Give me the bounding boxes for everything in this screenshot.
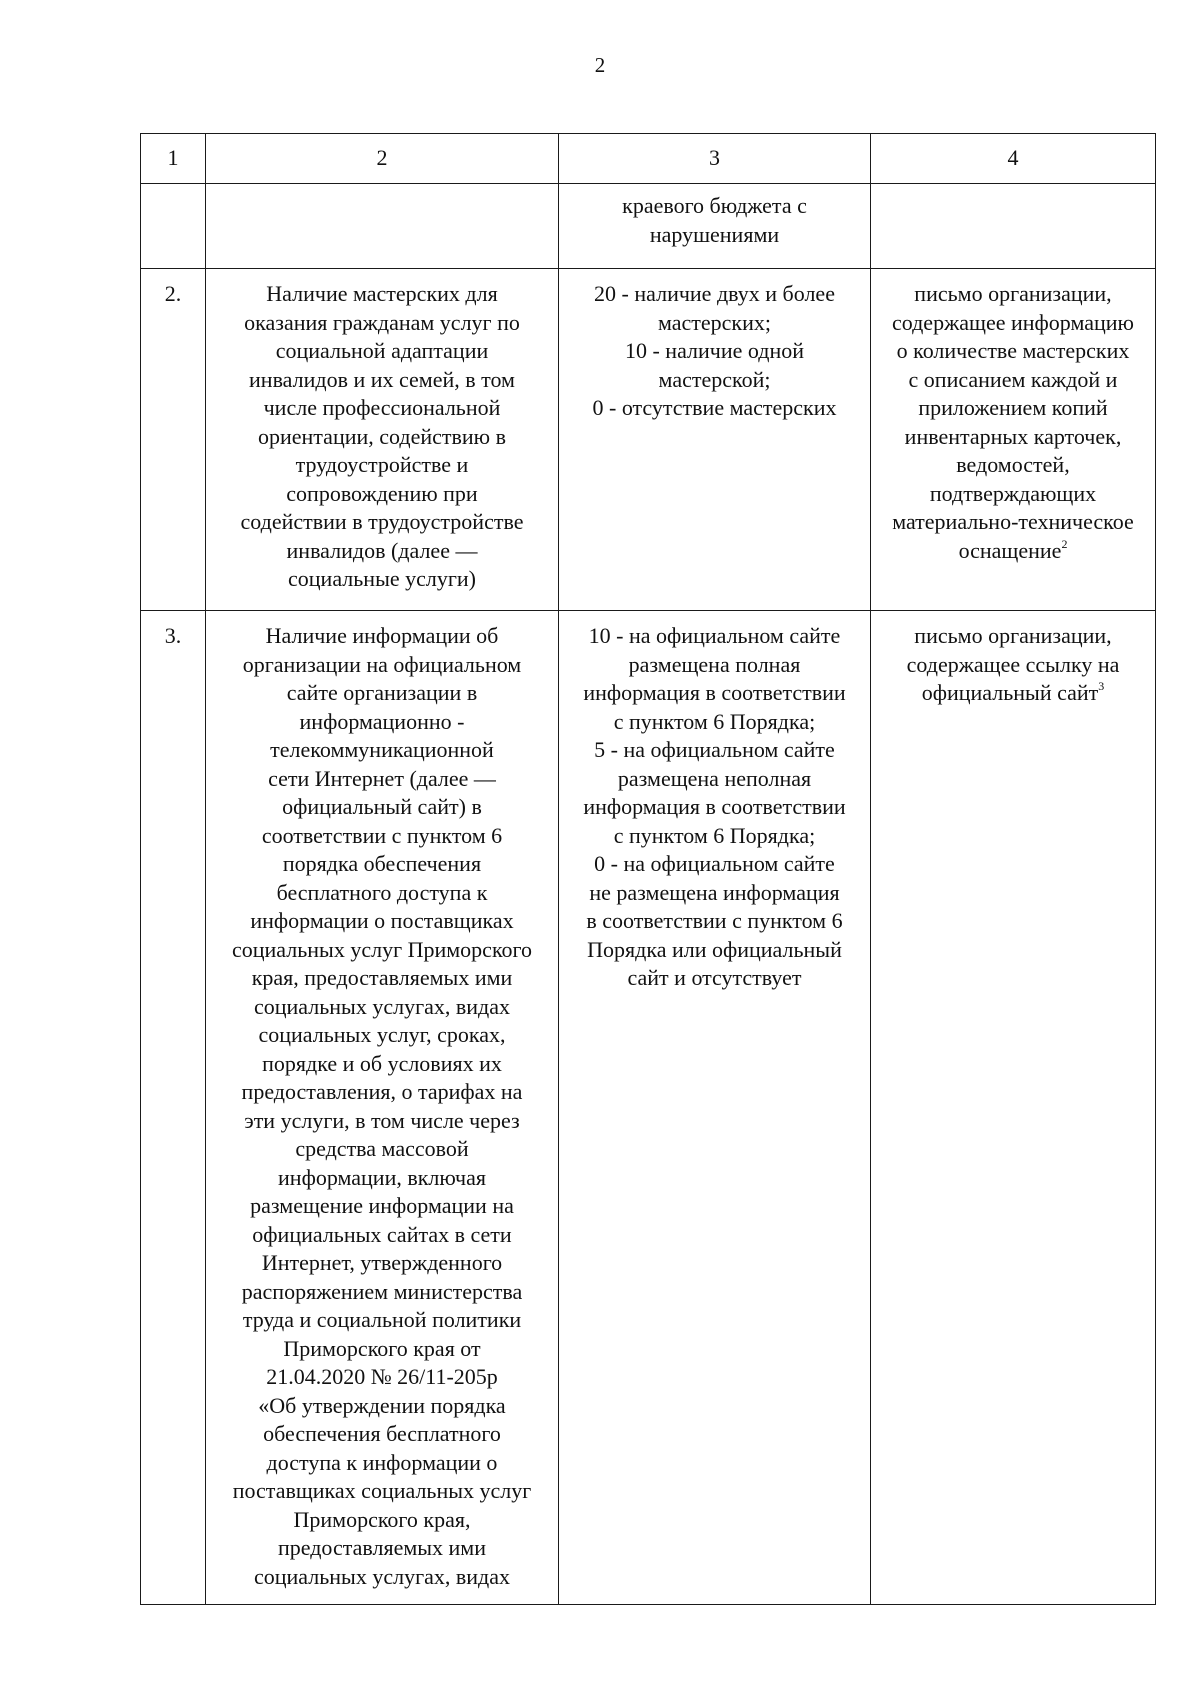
- cell-text-line: Приморского края,: [293, 1506, 471, 1532]
- cell-text-line: организации на официальном: [242, 651, 522, 677]
- cell-text-line: «Об утверждении порядка: [258, 1392, 506, 1418]
- cell-text-line: материально-техническое: [892, 509, 1134, 534]
- cell-text-line: информации о поставщиках: [250, 908, 514, 933]
- cont-cell-4: [871, 184, 1156, 269]
- cell-text-line: содействии в трудоустройстве: [240, 509, 524, 534]
- cell-text-line: труда и социальной политики: [242, 1307, 522, 1332]
- cell-text-line: о количестве мастерских: [896, 338, 1130, 363]
- cell-text-line: соответствии с пунктом 6: [261, 822, 503, 848]
- cont-cell-3: [559, 184, 871, 269]
- cell-text-line: ориентации, содействию в: [257, 423, 506, 449]
- criterion-cell: [206, 269, 559, 611]
- cell-text-line: распоряжением министерства: [241, 1278, 523, 1304]
- cell-text-line: с описанием каждой и: [908, 366, 1118, 392]
- header-col-4: 4: [871, 134, 1156, 184]
- cell-text-line: 10 - наличие одной: [624, 338, 805, 363]
- criteria-table: [140, 133, 1156, 1605]
- cell-text-line: числе профессиональной: [263, 395, 501, 420]
- cell-text-line: предоставляемых ими: [277, 1535, 487, 1560]
- cell-text-line: 0 - на официальном сайте: [594, 851, 835, 876]
- cell-text-line: сети Интернет (далее —: [268, 765, 496, 791]
- cell-text-line: инвалидов (далее —: [286, 537, 478, 563]
- cell-text-line: в соответствии с пунктом 6: [586, 908, 843, 933]
- cell-text-line: социальных услугах, видах: [254, 993, 510, 1019]
- table-row: [141, 611, 1156, 1605]
- cell-text-line: 10 - на официальном сайте: [588, 623, 841, 648]
- cell-text-line: размещена полная: [628, 651, 801, 677]
- cell-text-line: оказания гражданам услуг по: [244, 309, 520, 335]
- cell-text-line: Приморского края от: [283, 1335, 481, 1361]
- cell-text-line: информация в соответствии: [583, 680, 846, 705]
- cell-text-line: края, предоставляемых ими: [251, 965, 513, 990]
- cell-text-line: социальной адаптации: [275, 338, 489, 363]
- cont-line: краевого бюджета с: [622, 193, 807, 218]
- cell-text-line: Порядка или официальный: [587, 936, 842, 962]
- header-col-3: 3: [559, 134, 871, 184]
- cont-cell-1: [141, 184, 206, 269]
- row-number: 3.: [141, 611, 206, 1605]
- documents-cell: [871, 611, 1156, 1605]
- cell-text-line: доступа к информации о: [266, 1449, 498, 1475]
- cell-text-line: социальных услугах, видах: [254, 1563, 510, 1589]
- documents-cell: [871, 269, 1156, 611]
- documents-last-line: [874, 679, 1152, 708]
- cell-text-line: мастерских;: [657, 309, 772, 335]
- documents-last-text: официальный сайт: [921, 680, 1099, 705]
- footnote-mark: 3: [1098, 679, 1105, 693]
- cell-text-line: содержащее ссылку на: [906, 651, 1120, 677]
- cell-text-line: сайт и отсутствует: [627, 965, 802, 990]
- cell-text-line: Наличие информации об: [265, 623, 499, 648]
- cell-text-line: средства массовой: [295, 1136, 469, 1161]
- cell-text-line: информационно -: [299, 708, 465, 734]
- table-header-row: [141, 134, 1156, 184]
- cell-text-line: поставщиках социальных услуг: [232, 1478, 532, 1503]
- cell-text-line: с пунктом 6 Порядка;: [613, 822, 816, 848]
- row-number: 2.: [141, 269, 206, 611]
- header-col-2: 2: [206, 134, 559, 184]
- cell-text-line: с пунктом 6 Порядка;: [613, 708, 816, 734]
- cell-text-line: 21.04.2020 № 26/11-205р: [266, 1364, 498, 1389]
- cell-text-line: инвалидов и их семей, в том: [249, 366, 515, 392]
- cell-text-line: сайте организации в: [286, 680, 478, 705]
- cell-text-line: порядка обеспечения: [282, 851, 482, 876]
- cell-text-line: приложением копий: [918, 395, 1108, 420]
- documents-last-line: [874, 537, 1152, 566]
- cell-text-line: мастерской;: [658, 366, 771, 392]
- cell-text-line: инвентарных карточек,: [904, 423, 1122, 449]
- table-row: [141, 269, 1156, 611]
- cell-text-line: сопровождению при: [286, 480, 478, 506]
- cell-text-line: порядке и об условиях их: [262, 1050, 502, 1076]
- cell-text-line: 20 - наличие двух и более: [594, 281, 835, 306]
- cell-text-line: 0 - отсутствие мастерских: [592, 395, 837, 420]
- cell-text-line: социальных услуг, сроках,: [258, 1022, 506, 1047]
- cell-text-line: размещена неполная: [617, 765, 812, 791]
- cell-text-line: предоставления, о тарифах на: [241, 1079, 523, 1104]
- cell-text-line: официальный сайт) в: [282, 794, 482, 819]
- cell-text-line: Интернет, утвержденного: [261, 1250, 503, 1275]
- cell-text-line: 5 - на официальном сайте: [594, 737, 835, 762]
- cell-text-line: социальные услуги): [288, 566, 476, 591]
- cell-text-line: социальных услуг Приморского: [232, 936, 532, 962]
- cell-text-line: информации, включая: [278, 1164, 486, 1190]
- cell-text-line: эти услуги, в том числе через: [244, 1107, 520, 1133]
- cell-text-line: официальных сайтах в сети: [252, 1221, 512, 1247]
- criterion-cell: [206, 611, 559, 1605]
- cont-line: нарушениями: [649, 221, 780, 247]
- cell-text-line: обеспечения бесплатного: [263, 1421, 501, 1446]
- scores-cell: [559, 611, 871, 1605]
- cell-text-line: телекоммуникационной: [270, 737, 494, 762]
- page-number: 2: [594, 53, 606, 77]
- cell-text-line: содержащее информацию: [891, 309, 1134, 335]
- cell-text-line: письмо организации,: [914, 281, 1112, 306]
- cont-cell-2: [206, 184, 559, 269]
- table-row-continuation: [141, 184, 1156, 269]
- cell-text-line: подтверждающих: [929, 480, 1097, 506]
- footnote-mark: 2: [1061, 536, 1068, 551]
- cell-text-line: размещение информации на: [250, 1193, 514, 1218]
- scores-cell: [559, 269, 871, 611]
- cell-text-line: бесплатного доступа к: [276, 879, 488, 905]
- cell-text-line: письмо организации,: [914, 623, 1112, 648]
- cell-text-line: информация в соответствии: [583, 794, 846, 819]
- header-col-1: 1: [141, 134, 206, 184]
- cell-text-line: трудоустройстве и: [295, 452, 469, 477]
- cell-text-line: не размещена информация: [589, 879, 840, 905]
- documents-last-text: оснащение: [958, 537, 1062, 563]
- cell-text-line: ведомостей,: [956, 452, 1070, 477]
- cell-text-line: Наличие мастерских для: [266, 281, 498, 306]
